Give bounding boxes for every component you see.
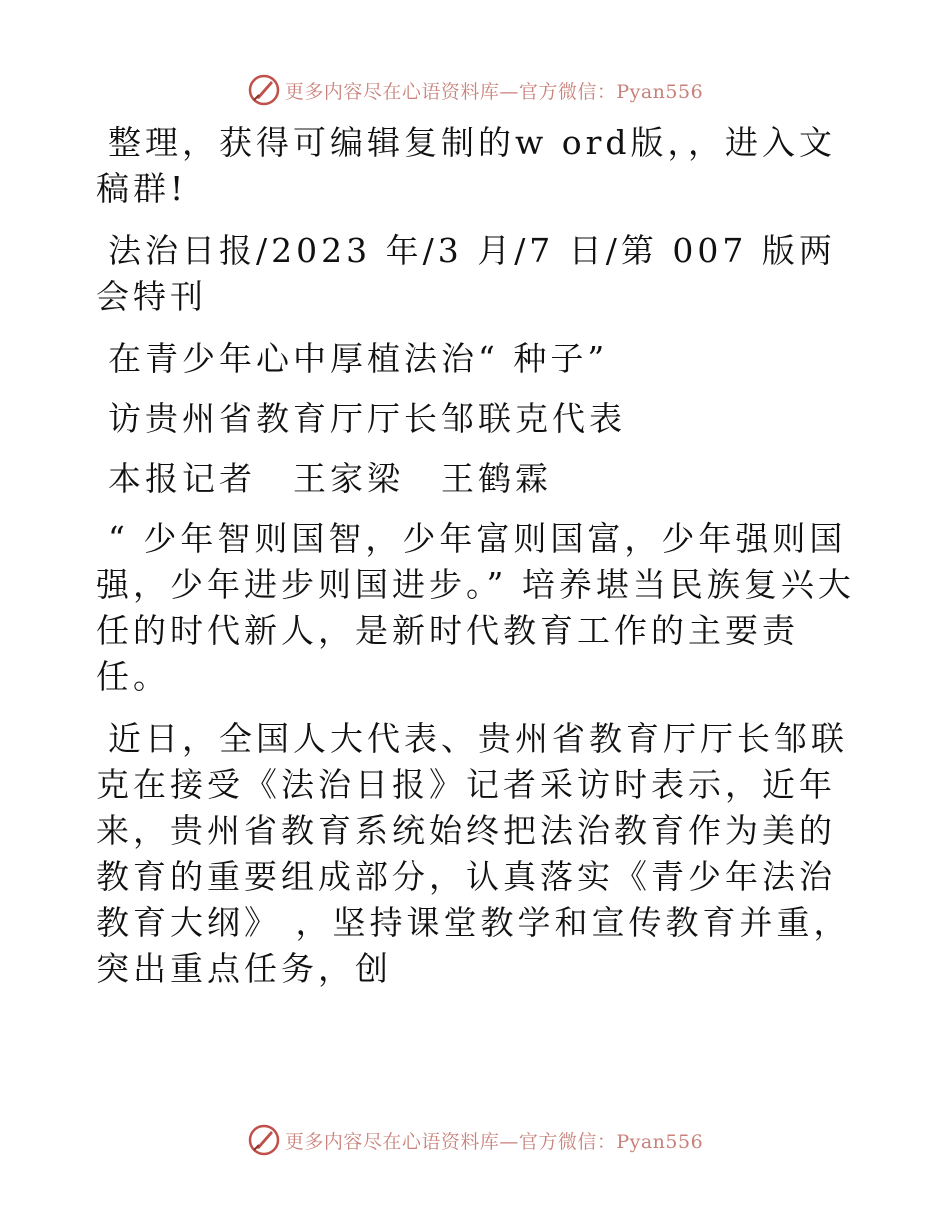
document-body [96,120,856,1008]
quill-logo-icon [247,73,281,107]
body-paragraph: “ 少年智则国智，少年富则国富，少年强则国强，少年进步则国进步。” 培养堪当民族复兴大任的时代新人，是新时代教育工作的主要责任。 [96,519,855,696]
body-paragraph: 近日，全国人大代表、贵州省教育厅厅长邹联克在接受《法治日报》记者采访时表示，近年来，贵州省教育系统始终把法治教育作为美的教育的重要组成部分，认真落实《青少年法治教育大纲》 ，坚持课堂教学和宣传教育并重，突出重点任务，创 [96,719,851,988]
intro-paragraph: 整理，获得可编辑复制的w ord版，，进入文稿群! [96,123,837,208]
footer-watermark [0,1120,950,1160]
watermark-text: 更多内容尽在心语资料库—官方微信：Pyan556 [284,80,704,103]
source-line: 法治日报/2023 年/3 月/7 日/第 007 版两会特刊 [96,231,836,316]
watermark-text: 更多内容尽在心语资料库—官方微信：Pyan556 [284,1130,704,1153]
byline: 本报记者 王家梁 王鹤霖 [108,459,552,498]
article-subtitle: 访贵州省教育厅厅长邹联克代表 [108,399,626,438]
quill-logo-icon [247,1123,281,1157]
header-watermark [0,70,950,110]
article-title: 在青少年心中厚植法治“ 种子” [108,339,609,378]
